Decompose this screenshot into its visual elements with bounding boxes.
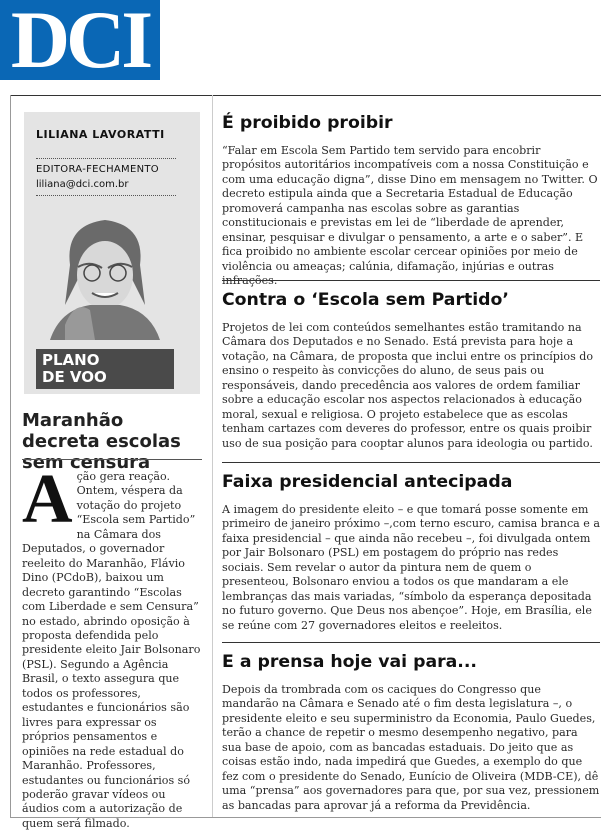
dotted-divider (36, 158, 176, 159)
lead-divider (22, 459, 202, 460)
dci-logo: DCI (0, 0, 160, 80)
author-name: LILIANA LAVORATTI (36, 128, 165, 141)
top-rule (10, 95, 601, 96)
article-3-body: A imagem do presidente eleito – e que tomará posse somente em primeiro de janeiro próximo –,com terno escuro, camisa branca e a faixa presidencial – que ainda não recebeu –, foi divulgada ontem por Jair Bolsonaro (PSL) em postagem do próprio nas redes sociais. Sem revelar o autor da pintura nem de quem o presenteou, Bolsonaro enviou a todos os que mandaram a ele lembranças das mais variadas, “símbolo da esperança depositada no futuro governo. Que Deus nos abençoe”. Hoje, em Brasília, ele se reúne com 27 governadores eleitos e reeleitos. (222, 503, 601, 632)
article-2 (222, 289, 600, 451)
author-role: EDITORA-FECHAMENTO (36, 164, 159, 175)
left-rule (10, 95, 11, 817)
lead-text: ção gera reação. Ontem, véspera da votação do projeto “Escola sem Partido” na Câmara dos Deputados, o governador reeleito do Maranhão, Flávio Dino (PCdoB), baixou um decreto garantindo “Escolas com Liberdade e sem Censura” no estado, abrindo oposição à proposta defendida pelo presidente eleito Jair Bolsonaro (PSL). Segundo a Agência Brasil, o texto assegura que todos os professores, estudantes e funcionários são livres para expressar os próprios pensamentos e opiniões na rede estadual do Maranhão. Professores, estudantes ou funcionários só poderão gravar vídeos ou áudios com a autorização de quem será filmado. (22, 470, 201, 830)
article-4 (222, 651, 600, 813)
article-1-body: “Falar em Escola Sem Partido tem servido para encobrir propósitos autoritários incompatíveis com a nossa Constituição e com uma educação digna”, disse Dino em mensagem no Twitter. O decreto estipula ainda que a Secretaria Estadual de Educação promoverá campanha nas escolas sobre as garantias constitucionais e previstas em lei de “liberdade de aprender, ensinar, pesquisar e divulgar o pensamento, a arte e o saber”. E fica proibido no ambiente escolar cercear opiniões por meio de violência ou ameaças; calúnia, difamação, injúrias e outras infrações. (222, 144, 598, 288)
section-badge-line1: PLANO (42, 351, 100, 369)
article-4-body: Depois da trombrada com os caciques do Congresso que mandarão na Câmara e Senado até o fim desta legislatura –, o presidente eleito e seu superministro da Economia, Paulo Guedes, terão a chance de repetir o mesmo desempenho negativo, para sua base de apoio, com as bancadas estaduais. Do jeito que as coisas estão indo, nada impedirá que Guedes, a exemplo do que fez com o presidente do Senado, Eunício de Oliveira (MDB-CE), dê uma “prensa” aos governadores para que, por sua vez, pressionem as bancadas para aprovar já a reforma da Previdência. (222, 683, 600, 812)
drop-cap: A (22, 461, 73, 538)
article-4-title: E a prensa hoje vai para... (222, 652, 477, 672)
article-divider (222, 280, 600, 281)
section-badge-line2: DE VOO (42, 368, 107, 386)
article-1 (222, 112, 600, 289)
article-1-title: É proibido proibir (222, 113, 393, 133)
article-3 (222, 471, 600, 633)
column-divider (212, 95, 213, 817)
article-divider (222, 642, 600, 643)
article-divider (222, 462, 600, 463)
article-2-body: Projetos de lei com conteúdos semelhantes estão tramitando na Câmara dos Deputados e no Senado. Está prevista para hoje a votação, na Câmara, de proposta que inclui entre os princípios do ensino o respeito às convicções do aluno, de seus pais ou responsáveis, dando precedência aos valores de ordem familiar sobre a educação escolar nos aspectos relacionados à educação moral, sexual e religiosa. O projeto estabelece que as escolas tenham cartazes com deveres do professor, entre os quais proibir uso de sua posição para cooptar alunos para ideologia ou partido. (222, 321, 594, 450)
dotted-divider (36, 195, 176, 196)
author-email: liliana@dci.com.br (36, 179, 129, 190)
article-2-title: Contra o ‘Escola sem Partido’ (222, 290, 509, 310)
article-3-title: Faixa presidencial antecipada (222, 472, 513, 492)
section-badge (36, 349, 174, 389)
lead-headline: Maranhão decreta escolas sem censura (22, 410, 181, 473)
author-portrait (40, 205, 170, 340)
lead-body (22, 461, 202, 831)
